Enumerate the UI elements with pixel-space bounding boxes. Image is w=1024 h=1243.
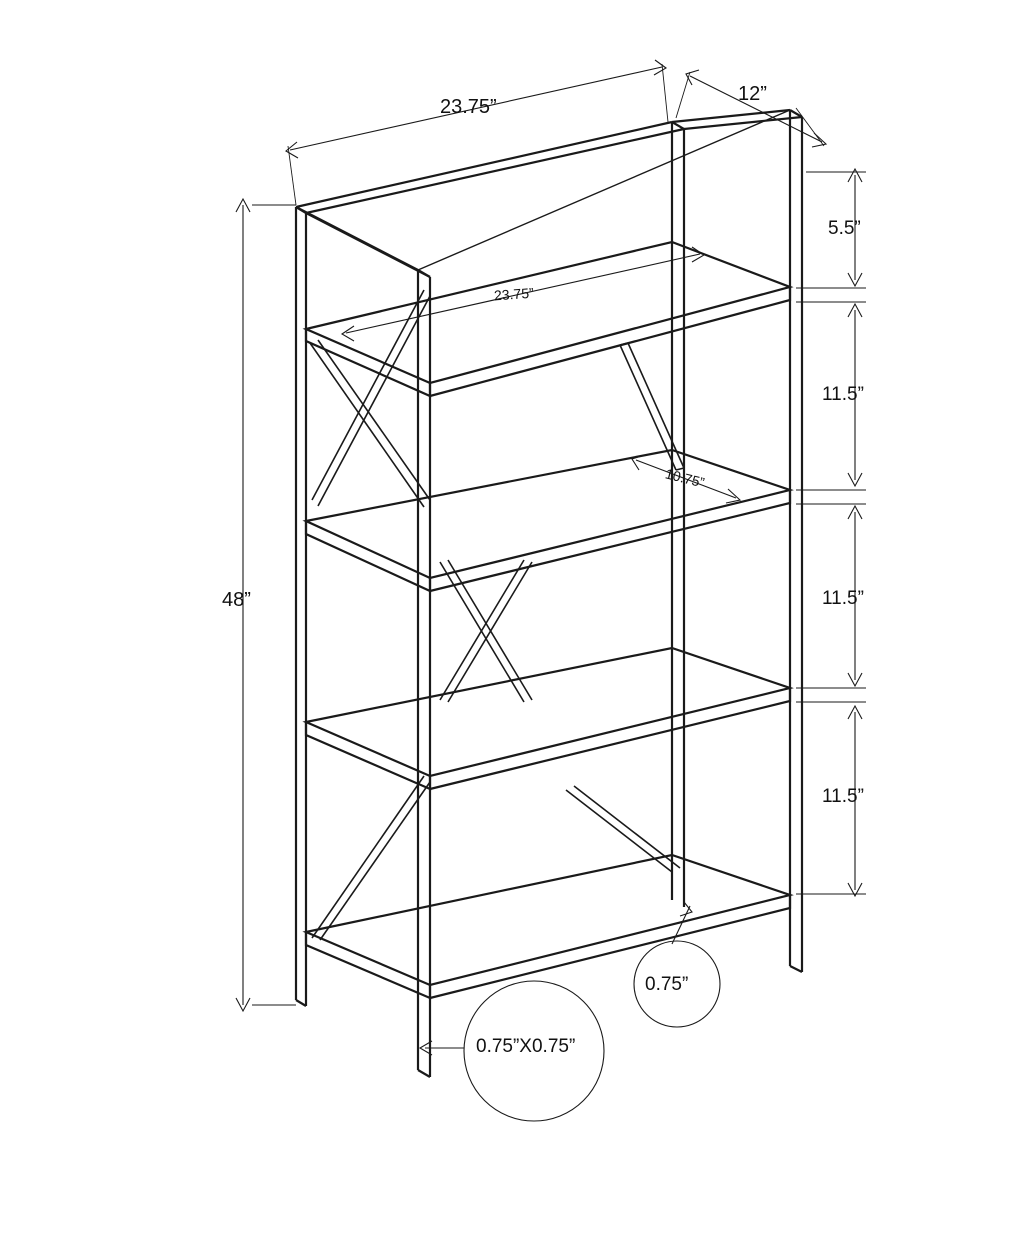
label-shelf-width: 23.75” — [493, 284, 535, 304]
shelf-second — [306, 450, 790, 591]
label-shelf-gap-3: 11.5” — [822, 588, 864, 609]
dim-overall-width — [286, 60, 668, 205]
dim-shelf-thickness — [634, 902, 720, 1027]
label-shelf-gap-2: 11.5” — [822, 384, 864, 405]
back-right-post — [790, 110, 802, 972]
label-overall-width: 23.75” — [440, 96, 497, 118]
left-side-cross-brace-upper — [310, 290, 430, 507]
dimension-lines — [236, 60, 866, 1121]
label-post-section: 0.75”X0.75” — [476, 1036, 576, 1057]
dim-overall-depth — [676, 70, 826, 147]
back-diagonal-brace-lower — [566, 786, 680, 872]
center-x-brace — [440, 560, 532, 702]
shelf-bottom — [306, 855, 790, 998]
label-overall-height: 48” — [222, 589, 251, 611]
top-frame-rails — [296, 110, 802, 277]
front-left-post — [296, 207, 306, 1006]
back-left-post — [672, 122, 684, 907]
label-overall-depth: 12” — [738, 83, 767, 105]
label-shelf-thickness: 0.75” — [645, 974, 689, 995]
label-top-gap: 5.5” — [828, 218, 861, 239]
shelf-top — [306, 242, 790, 396]
label-shelf-depth: 10.75” — [663, 465, 707, 491]
shelf-third — [306, 648, 790, 789]
label-shelf-gap-4: 11.5” — [822, 786, 864, 807]
left-side-cross-brace-lower — [312, 776, 430, 940]
